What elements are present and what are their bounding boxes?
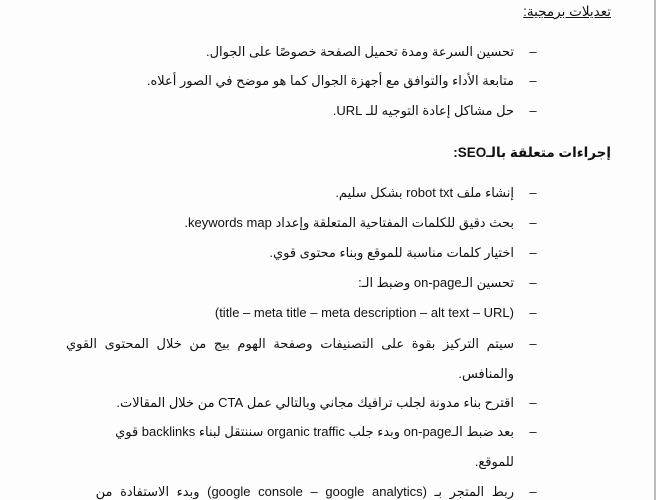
item-text: اختيار كلمات مناسبة للموقع وبناء محتوى قوي. xyxy=(269,245,514,260)
bullet-dash: – xyxy=(529,275,537,290)
item-text: بعد ضبط الـon-page وبدء جلب organic traffic سننتقل لبناء backlinks قوي xyxy=(115,424,514,439)
bullet-dash: – xyxy=(529,305,537,320)
heading-text: إجراءات متعلقة بالـSEO: xyxy=(453,145,611,160)
bullet-dash: – xyxy=(529,185,537,200)
bullet-dash: – xyxy=(529,424,537,439)
bullet-dash: – xyxy=(529,73,537,88)
bullet-dash: – xyxy=(529,395,537,410)
item-text-continuation: للموقع. xyxy=(474,454,514,469)
item-text: ربط المتجر بـ (google console – google analytics) وبدء الاستفادة من xyxy=(95,484,514,499)
item-text: تحسين السرعة ومدة تحميل الصفحة خصوصًا على الجوال. xyxy=(205,44,514,59)
item-text: بحث دقيق للكلمات المفتاحية المتعلقة وإعداد keywords map. xyxy=(184,215,514,230)
item-text: سيتم التركيز بقوة على التصنيفات وصفحة الهوم بيج من خلال المحتوى القوي xyxy=(65,336,514,351)
bullet-dash: – xyxy=(529,336,537,351)
bullet-dash: – xyxy=(529,245,537,260)
bullet-dash: – xyxy=(529,484,537,499)
section-heading-seo xyxy=(453,145,611,161)
bullet-dash: – xyxy=(529,103,537,118)
section-heading-programming xyxy=(523,4,611,20)
heading-text: تعديلات برمجية: xyxy=(523,4,611,19)
item-text-continuation: والمنافس. xyxy=(458,366,514,381)
item-text: اقترح بناء مدونة لجلب ترافيك مجاني وبالتالي عمل CTA من خلال المقالات. xyxy=(116,395,514,410)
bullet-dash: – xyxy=(529,44,537,59)
bullet-dash: – xyxy=(529,215,537,230)
item-text: تحسين الـon-page وضبط الـ: xyxy=(358,275,514,290)
item-text: (title – meta title – meta description – alt text – URL) xyxy=(214,305,514,320)
item-text: إنشاء ملف robot txt بشكل سليم. xyxy=(335,185,514,200)
item-text: حل مشاكل إعادة التوجيه للـ URL. xyxy=(332,103,514,118)
item-text: متابعة الأداء والتوافق مع أجهزة الجوال كما هو موضح في الصور أعلاه. xyxy=(146,73,514,88)
